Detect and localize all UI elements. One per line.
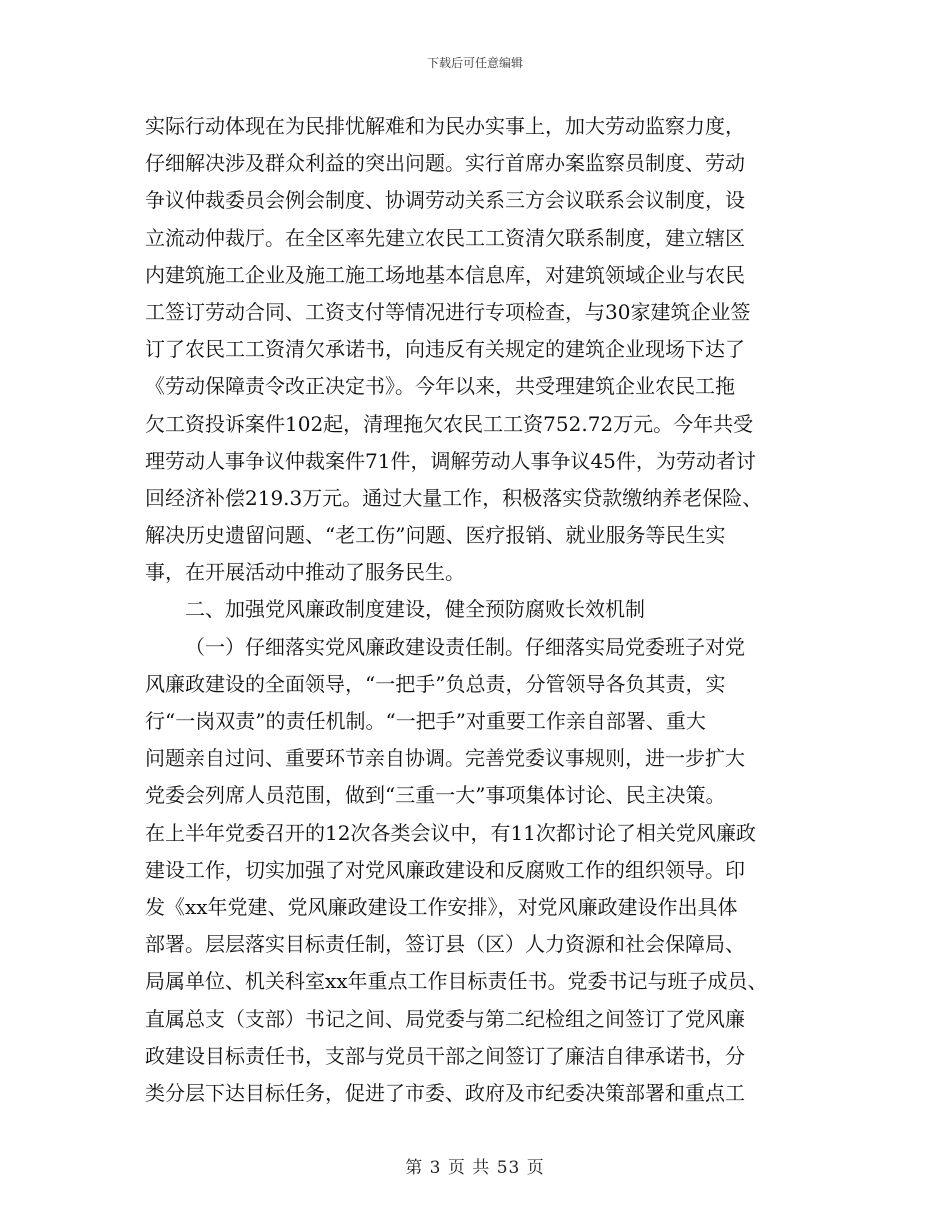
text-line: 问题亲自过问、重要环节亲自协调。完善党委议事规则，进一步扩大 <box>145 746 745 771</box>
text-line: 解决历史遗留问题、“老工伤”问题、医疗报销、就业服务等民生实 <box>145 523 726 548</box>
section-heading: 二、加强党风廉政制度建设，健全预防腐败长效机制 <box>185 597 645 622</box>
text-line: 政建设目标责任书，支部与党员干部之间签订了廉洁自律承诺书，分 <box>145 1043 745 1068</box>
text-line: 发《xx年党建、党风廉政建设工作安排》，对党风廉政建设作出具体 <box>145 894 738 919</box>
text-line: 行“一岗双责”的责任机制。“一把手”对重要工作亲自部署、重大 <box>145 709 706 733</box>
document-body <box>145 108 835 1112</box>
text-line: 事，在开展活动中推动了服务民生。 <box>145 560 465 585</box>
text-line: 类分层下达目标任务，促进了市委、政府及市纪委决策部署和重点工 <box>145 1080 745 1105</box>
text-line: 党委会列席人员范围，做到“三重一大”事项集体讨论、民主决策。 <box>145 783 726 808</box>
text-line: 实际行动体现在为民排忧解难和为民办实事上，加大劳动监察力度， <box>145 114 745 138</box>
text-line: 欠工资投诉案件102起，清理拖欠农民工工资752.72万元。今年共受 <box>145 411 754 436</box>
text-line: 在上半年党委召开的12次各类会议中，有11次都讨论了相关党风廉政 <box>145 820 756 845</box>
subsection-heading-line: （一）仔细落实党风廉政建设责任制。仔细落实局党委班子对党 <box>185 634 745 659</box>
text-line: 订了农民工工资清欠承诺书，向违反有关规定的建筑企业现场下达了 <box>145 337 745 362</box>
text-line: 回经济补偿219.3万元。通过大量工作，积极落实贷款缴纳养老保险、 <box>145 485 763 510</box>
text-line: 内建筑施工企业及施工施工场地基本信息库，对建筑领域企业与农民 <box>145 262 745 287</box>
text-line: 立流动仲裁厅。在全区率先建立农民工工资清欠联系制度，建立辖区 <box>145 225 745 250</box>
text-line: 仔细解决涉及群众利益的突出问题。实行首席办案监察员制度、劳动 <box>145 151 745 176</box>
text-line: 争议仲裁委员会例会制度、协调劳动关系三方会议联系会议制度，设 <box>145 188 745 213</box>
text-line: 《劳动保障责令改正决定书》。今年以来，共受理建筑企业农民工拖 <box>145 374 735 399</box>
page-number: 第 3 页 共 53 页 <box>405 1158 545 1178</box>
text-line: 部署。层层落实目标责任制，签订县（区）人力资源和社会保障局、 <box>145 932 745 957</box>
text-line: 工签订劳动合同、工资支付等情况进行专项检查，与30家建筑企业签 <box>145 299 751 324</box>
text-line: 建设工作，切实加强了对党风廉政建设和反腐败工作的组织领导。印 <box>145 857 745 882</box>
text-line: 局属单位、机关科室xx年重点工作目标责任书。党委书记与班子成员、 <box>145 969 768 994</box>
text-line: 理劳动人事争议仲裁案件71件，调解劳动人事争议45件，为劳动者讨 <box>145 448 756 473</box>
text-line: 风廉政建设的全面领导，“一把手”负总责，分管领导各负其责，实 <box>145 671 726 696</box>
text-line: 直属总支（支部）书记之间、局党委与第二纪检组之间签订了党风廉 <box>145 1006 745 1031</box>
page-header-note: 下载后可任意编辑 <box>426 56 523 70</box>
